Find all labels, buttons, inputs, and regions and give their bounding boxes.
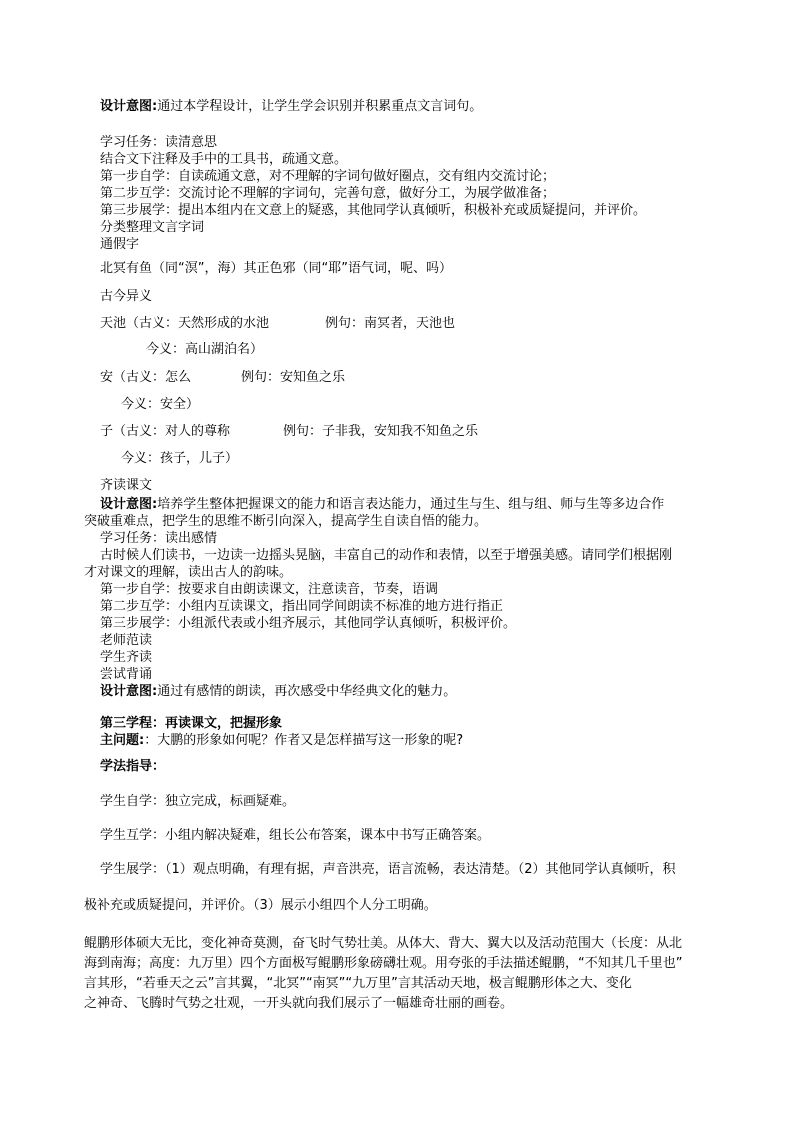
student-mutual-study: 学生互学：小组内解决疑难，组长公布答案，课本中书写正确答案。 [100, 828, 491, 843]
design-intent-1 [100, 98, 482, 115]
step2-read: 第二步互学：小组内互读课文，指出同学间朗读不标准的地方进行指正 [100, 599, 504, 614]
tianchi-example: 例句：南冥者，天池也 [325, 316, 456, 331]
kunpeng-paragraph-line2: 海到南海；高度：九万里）四个方面极写鲲鹏形象磅礴壮观。用夸张的手法描述鲲鹏，“不知其几千里也” [84, 956, 683, 971]
an-modern: 今义：安全） [121, 397, 200, 412]
learning-task-2: 学习任务：读出感情 [100, 531, 218, 546]
zi-ancient: 子（古义：对人的尊称 [100, 424, 231, 439]
design-intent-2-label: 设计意图: [100, 497, 158, 512]
main-question-text: ：大鹏的形象如何呢？作者又是怎样描写这一形象的呢? [144, 733, 464, 748]
an-example: 例句：安知鱼之乐 [241, 370, 346, 385]
tongjia-heading: 通假字 [100, 237, 140, 252]
classify-heading: 分类整理文言字词 [100, 220, 205, 235]
main-question-label: 主问题: [100, 733, 145, 748]
combine-note: 结合文下注释及手中的工具书，疏通文意。 [100, 152, 348, 167]
zi-modern: 今义：孩子，儿子） [121, 451, 239, 466]
main-question [100, 732, 463, 749]
student-self-study: 学生自学：独立完成，标画疑难。 [100, 794, 296, 809]
design-intent-2-line1 [100, 496, 664, 513]
design-intent-3 [100, 683, 456, 700]
design-intent-2-text: 培养学生整体把握课文的能力和语言表达能力，通过生与生、组与组、师与生等多边合作 [157, 497, 665, 512]
step1-read: 第一步自学：按要求自由朗读课文，注意读音，节奏，语调 [100, 582, 439, 597]
step3-read: 第三步展学：小组派代表或小组齐展示，其他同学认真倾听，积极评价。 [100, 616, 517, 631]
students-read-together: 学生齐读 [100, 650, 153, 665]
ancient-reading-line2: 才对课文的理解，读出古人的韵味。 [84, 565, 293, 580]
design-intent-3-text: 通过有感情的朗读，再次感受中华经典文化的魅力。 [157, 684, 457, 699]
tongjia-line: 北冥有鱼（同“溟”，海）其正色邪（同“耶”语气词，呢、吗） [100, 261, 452, 276]
tianchi-ancient: 天池（古义：天然形成的水池 [100, 316, 270, 331]
kunpeng-paragraph-line1: 鲲鹏形体硕大无比，变化神奇莫测，奋飞时气势壮美。从体大、背大、翼大以及活动范围大（长度：从北 [84, 936, 683, 951]
step1-self-study: 第一步自学：自读疏通文意，对不理解的字词句做好圈点，交有组内交流讨论； [100, 169, 556, 184]
student-show-line2: 极补充或质疑提问，并评价。（3）展示小组四个人分工明确。 [84, 898, 437, 913]
design-intent-1-text: 通过本学程设计，让学生学会识别并积累重点文言词句。 [157, 99, 483, 114]
guji-heading: 古今异义 [100, 289, 153, 304]
student-show-line1: 学生展学：（1）观点明确，有理有据，声音洪亮，语言流畅，表达清楚。（2）其他同学认真倾听，积 [100, 862, 676, 877]
teacher-model-reading: 老师范读 [100, 633, 153, 648]
design-intent-3-label: 设计意图: [100, 684, 158, 699]
learning-task-1: 学习任务：读清意思 [100, 135, 218, 150]
read-together-heading: 齐读课文 [100, 478, 153, 493]
step3-show-study: 第三步展学：提出本组内在文意上的疑惑，其他同学认真倾听，积极补充或质疑提问，并评价。 [100, 203, 647, 218]
kunpeng-paragraph-line3: 言其形，“若垂天之云”言其翼，“北冥”“南冥”“九万里”言其活动天地，极言鲲鹏形体之大、变化 [84, 976, 632, 991]
kunpeng-paragraph-line4: 之神奇、飞腾时气势之壮观，一开头就向我们展示了一幅雄奇壮丽的画卷。 [84, 996, 514, 1011]
zi-example: 例句：子非我，安知我不知鱼之乐 [283, 424, 479, 439]
design-intent-2-line2: 突破重难点，把学生的思维不断引向深入，提高学生自读自悟的能力。 [84, 514, 488, 529]
design-intent-1-label: 设计意图: [100, 99, 158, 114]
ancient-reading-line1: 古时候人们读书，一边读一边摇头晃脑，丰富自己的动作和表情，以至于增强美感。请同学们根据刚 [100, 548, 673, 563]
an-ancient: 安（古义：怎么 [100, 370, 192, 385]
try-recite: 尝试背诵 [100, 667, 153, 682]
method-guide-heading: 学法指导： [100, 759, 166, 774]
tianchi-modern: 今义：高山湖泊名） [146, 342, 264, 357]
step2-mutual-study: 第二步互学：交流讨论不理解的字词句，完善句意，做好分工，为展学做准备； [100, 186, 556, 201]
section3-heading: 第三学程：再读课文，把握形象 [100, 716, 283, 731]
